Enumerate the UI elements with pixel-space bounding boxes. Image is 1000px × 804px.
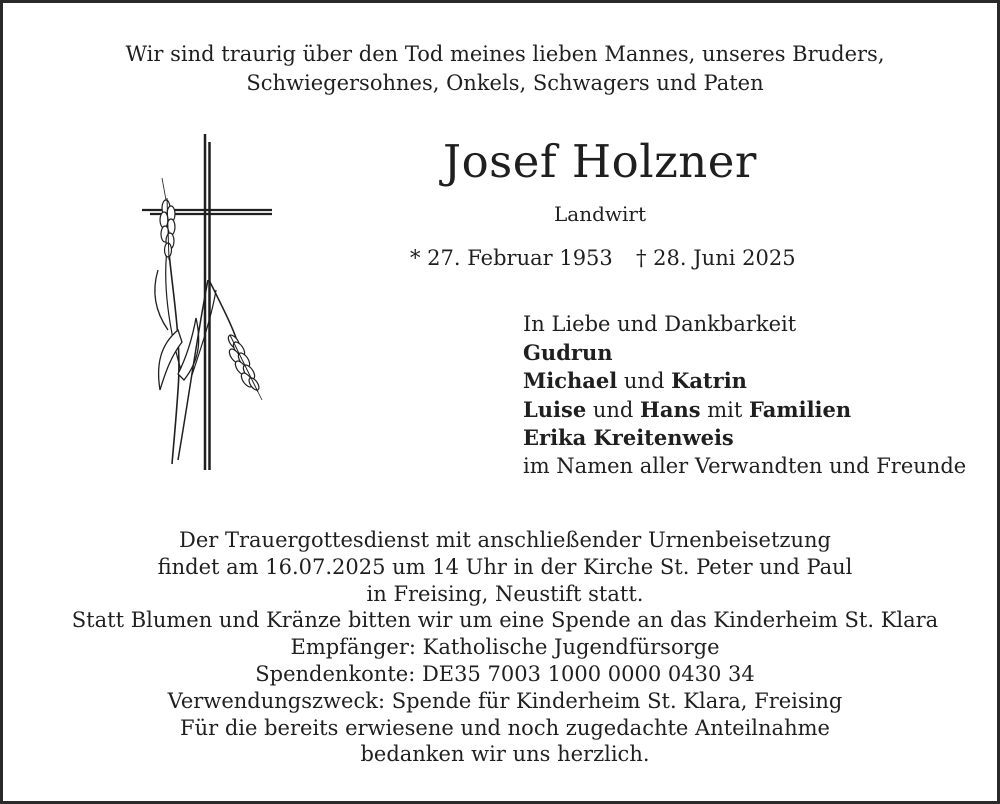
mourners-closing: im Namen aller Verwandten und Freunde xyxy=(523,453,967,478)
mourner-name: Katrin xyxy=(671,368,747,394)
mourner-line-4 xyxy=(523,424,993,453)
mourner-line-3 xyxy=(523,396,993,425)
mourners-intro: In Liebe und Dankbarkeit xyxy=(523,312,797,336)
cross-with-wheat-icon xyxy=(138,130,278,475)
intro-line-1: Wir sind traurig über den Tod meines lieben Mannes, unseres Bruders, xyxy=(125,42,885,66)
donation-recipient: Empfänger: Katholische Jugendfürsorge xyxy=(290,635,720,660)
mourner-name: Michael xyxy=(523,368,618,394)
intro-text xyxy=(0,40,1000,98)
connector-text: und xyxy=(617,369,672,394)
mourner-name: Hans xyxy=(640,396,701,422)
service-line: findet am 16.07.2025 um 14 Uhr in der Kirche St. Peter und Paul xyxy=(157,554,853,579)
connector-text: mit xyxy=(700,397,750,422)
service-line: in Freising, Neustift statt. xyxy=(366,581,644,606)
deceased-profession: Landwirt xyxy=(553,202,646,226)
thanks-line: Für die bereits erwiesene und noch zugedachte Anteilnahme xyxy=(180,715,830,740)
connector-text: und xyxy=(586,397,641,422)
intro-line-2: Schwiegersohnes, Onkels, Schwagers und Paten xyxy=(246,71,764,95)
mourners-block xyxy=(523,311,993,481)
donation-line: Statt Blumen und Kränze bitten wir um eine Spende an das Kinderheim St. Klara xyxy=(71,608,939,633)
thanks-line: bedanken wir uns herzlich. xyxy=(360,742,650,767)
deceased-name: Josef Holzner xyxy=(443,135,757,188)
birth-date: * 27. Februar 1953 xyxy=(410,246,613,270)
mourner-line-2 xyxy=(523,367,993,396)
mourner-name: Luise xyxy=(523,396,587,422)
donation-purpose: Verwendungszweck: Spende für Kinderheim St. Klara, Freising xyxy=(167,688,843,713)
mourner-name: Familien xyxy=(749,396,852,422)
donation-account: Spendenkonte: DE35 7003 1000 0000 0430 34 xyxy=(255,661,755,686)
death-date: † 28. Juni 2025 xyxy=(636,246,796,270)
service-info xyxy=(0,527,1000,768)
mourner-line-1 xyxy=(523,339,993,368)
mourner-name: Erika Kreitenweis xyxy=(523,425,734,451)
mourner-name: Gudrun xyxy=(523,339,613,365)
service-line: Der Trauergottesdienst mit anschließender Urnenbeisetzung xyxy=(179,528,831,552)
